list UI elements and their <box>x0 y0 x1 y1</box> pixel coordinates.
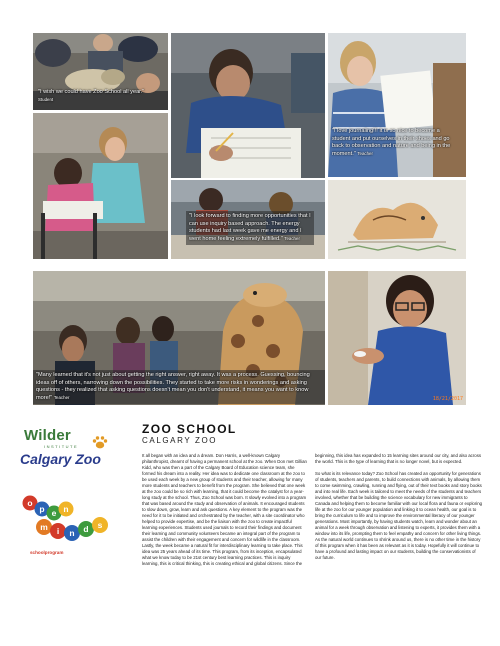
quote-attribution: Teacher <box>284 235 300 241</box>
article-column-1 <box>142 453 308 573</box>
wilder-institute-logo <box>24 427 71 444</box>
wilder-sub: INSTITUTE <box>44 444 79 449</box>
om-letter: n <box>63 504 69 514</box>
quote-text: "I look forward to finding more opportunities that I can use inquiry based approach. The energy students had last week gave me energy and I went home feeling extremely fulfilled." <box>189 213 311 242</box>
om-letter: n <box>69 528 75 538</box>
quote-attribution: Teacher <box>357 150 373 156</box>
photo-date-stamp: 18/21/2017 <box>432 396 463 402</box>
article-paragraph: So what is its relevance today? Zoo School has created an opportunity for generations of students, teachers and parents, to build connections with animals, by allowing them to come swimming, crawling, running and flying, out of their text books and story books and into real life. Each week is tailored to meet the needs of the students and teachers involved, whether that be building the science vocabulary for new immigrants to Canada and helping them to become familiar with our local flora and fauna or exploring life at the zoo for our younger population and linking it to ocean health, our goal is to bring the curriculum to life and to improve the environmental literacy of our younger generations. Most importantly, by having students watch, learn and wonder about an animal for a week through observation and listening to experts, it provides them with a window into its life, prompting them to feel empathy and concern for other living things. As the natural world continues to shrink around us, there is no other time in the history of this program when it has been as relevant as it is today. Hopefully it will continue to have a profound and lasting impact on our students, building the conservationists of our future. <box>315 470 483 560</box>
om-letter: i <box>56 526 60 536</box>
quote-text: "I wish we could have Zoo School all year." <box>38 89 145 95</box>
photo-girls-drawing <box>33 113 168 259</box>
om-letter: p <box>39 504 45 514</box>
quote-text: "Many learned that it's not just about getting the right answer, right away. It was a process. Guessing, bouncing ideas off of others, narrowing down the possibilities. They started to take more risks in wonderings and asking questions - they realized that asking questions doesn't mean you don't understand, it means you want to know more!" <box>36 372 310 401</box>
quote-text: "I love journaling!!! It is so nice to become a student and put ourselves in their shoes and go back to observation and nature and being in the moment." <box>332 128 451 157</box>
photo-boy-journaling <box>171 33 325 178</box>
om-letter: e <box>51 508 57 518</box>
quote-teacher-inquiry <box>186 211 314 245</box>
article-paragraph: beginning, this idea has expanded to 15 learning sites around our city, and also across the world. This is the type of learning that is no longer novel, but is expected. <box>315 453 482 464</box>
om-letter: d <box>83 524 89 534</box>
quote-teacher-process <box>33 370 325 404</box>
article-column-2 <box>315 453 483 567</box>
photo-drawing-sketch <box>328 180 466 259</box>
calgary-zoo-logo: Calgary Zoo <box>20 451 101 467</box>
om-letter: o <box>27 498 33 508</box>
article-paragraph: It all began with an idea and a dream. Don Harris, a well-known Calgary philanthropist, dreamt of having a permanent school at the zoo. When Don met Gillian Kidd, who was then a part of the Calgary Board of Education science team, she formed his dream into a reality. Her idea was to dedicate one classroom at the zoo to be used each week by a new group of students and their teacher, allowing for many more students and teachers to benefit from the program. She believed that one week at the zoo could be so rich with learning, that it could become the catalyst for a year-long study at the school. Thus, Zoo School was born. It slowly evolved into a program that was based around the study and observation of animals. It encouraged students to slow down, grow, learn and ask questions. A key element to the program was the need for it to be initiated and orchestrated by the teacher, with a site coordinator who helped to provide expertise, and be the liaison with the zoo to create impactful learning experiences. Students used journals to record their findings and document their learning and community volunteers became an integral part of the program to assist the children with their engagement and concern for wildlife in the classroom. Lastly, the week became a natural fit for interdisciplinary learning to take place. This idea was 25 years ahead of its time. This program, from its inception, encapsulated what we know today to be 21st century best learning practices. This is inquiry learning, this is critical thinking, this is creating ethical and global citizens. Since the <box>142 453 307 566</box>
quote-attribution: Teacher <box>53 394 70 400</box>
om-letter: m <box>40 522 48 532</box>
partner-logos <box>18 425 114 570</box>
paw-icon <box>92 435 108 449</box>
quote-attribution: Student <box>38 96 54 102</box>
wilder-name: Wilder <box>24 427 71 444</box>
article-title: ZOO SCHOOL <box>142 422 237 436</box>
quote-teacher-journaling <box>332 128 456 158</box>
photo-girl-glasses <box>328 271 466 405</box>
open-minds-logo <box>22 487 112 547</box>
quote-student-zoo-school <box>38 89 148 104</box>
article-subtitle: CALGARY ZOO <box>142 436 218 445</box>
om-letter: s <box>97 520 103 530</box>
open-minds-school-program: schoolprogram <box>30 550 64 555</box>
